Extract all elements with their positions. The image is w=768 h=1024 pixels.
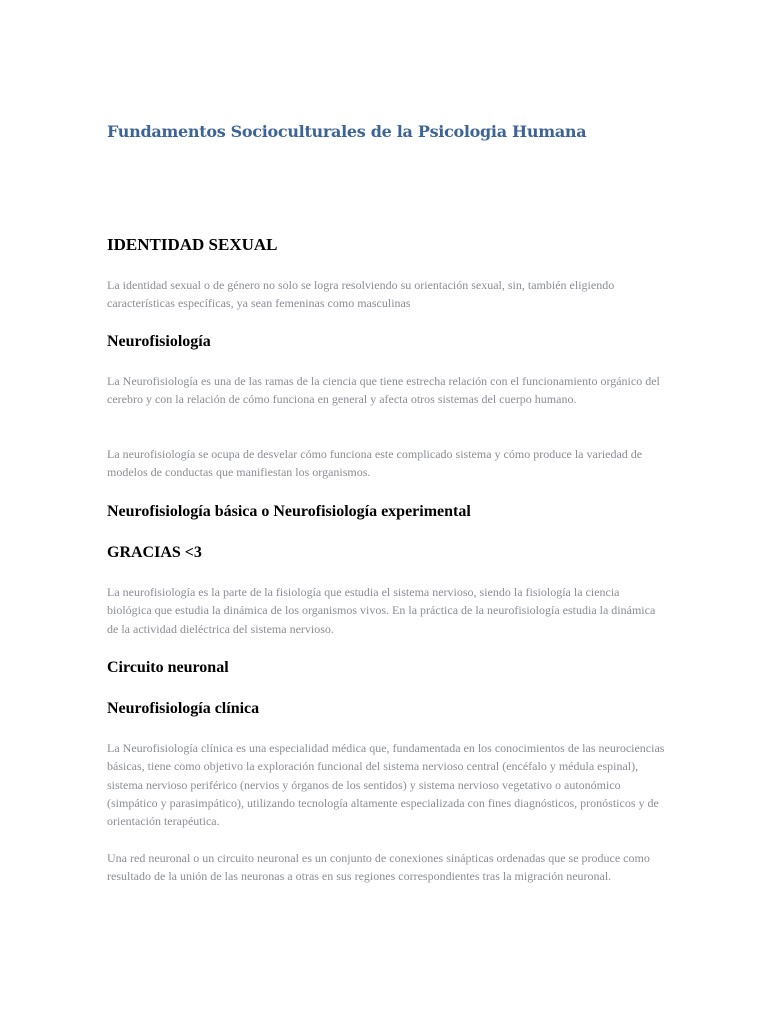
heading-gracias: GRACIAS <3 bbox=[107, 544, 202, 561]
paragraph-neurofisiologia-clinica: La Neurofisiología clínica es una especialidad médica que, fundamentada en los conocimientos de las neurociencias básicas, tiene como objetivo la exploración funcional del sistema nervioso central (encéfalo y médula espinal), sistema nervioso periférico (nervios y órganos de los sentidos) y sistema nervioso vegetativo o autonómico (simpático y parasimpático), utilizando tecnología altamente especializada con fines diagnósticos, pronósticos y de orientación terapéutica. bbox=[107, 741, 665, 829]
heading-circuito-neuronal: Circuito neuronal bbox=[107, 659, 229, 676]
paragraph-neurofisiologia-1: La Neurofisiología es una de las ramas de la ciencia que tiene estrecha relación con el funcionamiento orgánico del cerebro y con la relación de cómo funciona en general y afecta otros sistemas del cuerpo humano. bbox=[107, 374, 660, 407]
heading-neurofisiologia: Neurofisiología bbox=[107, 333, 211, 350]
heading-neurofisiologia-clinica: Neurofisiología clínica bbox=[107, 700, 260, 717]
document-title: Fundamentos Socioculturales de la Psicologia Humana bbox=[107, 122, 587, 141]
paragraph-identidad-sexual: La identidad sexual o de género no solo se logra resolviendo su orientación sexual, sin, también eligiendo características específicas, ya sean femeninas como masculinas bbox=[107, 278, 615, 311]
paragraph-neurofisiologia-2: La neurofisiología se ocupa de desvelar cómo funciona este complicado sistema y cómo produce la variedad de modelos de conductas que manifiestan los organismos. bbox=[107, 447, 643, 480]
heading-identidad-sexual: IDENTIDAD SEXUAL bbox=[107, 235, 278, 254]
paragraph-circuito-neuronal: Una red neuronal o un circuito neuronal es un conjunto de conexiones sinápticas ordenadas que se produce como resultado de la unión de las neuronas a otras en sus regiones correspondientes tras la migración neuronal. bbox=[107, 851, 650, 884]
paragraph-neurofisiologia-basica: La neurofisiología es la parte de la fisiología que estudia el sistema nervioso, siendo la fisiología la ciencia biológica que estudia la dinámica de los organismos vivos. En la práctica de la neurofisiología estudia la dinámica de la actividad dieléctrica del sistema nervioso. bbox=[107, 585, 656, 636]
heading-neurofisiologia-basica: Neurofisiología básica o Neurofisiología experimental bbox=[107, 503, 471, 520]
